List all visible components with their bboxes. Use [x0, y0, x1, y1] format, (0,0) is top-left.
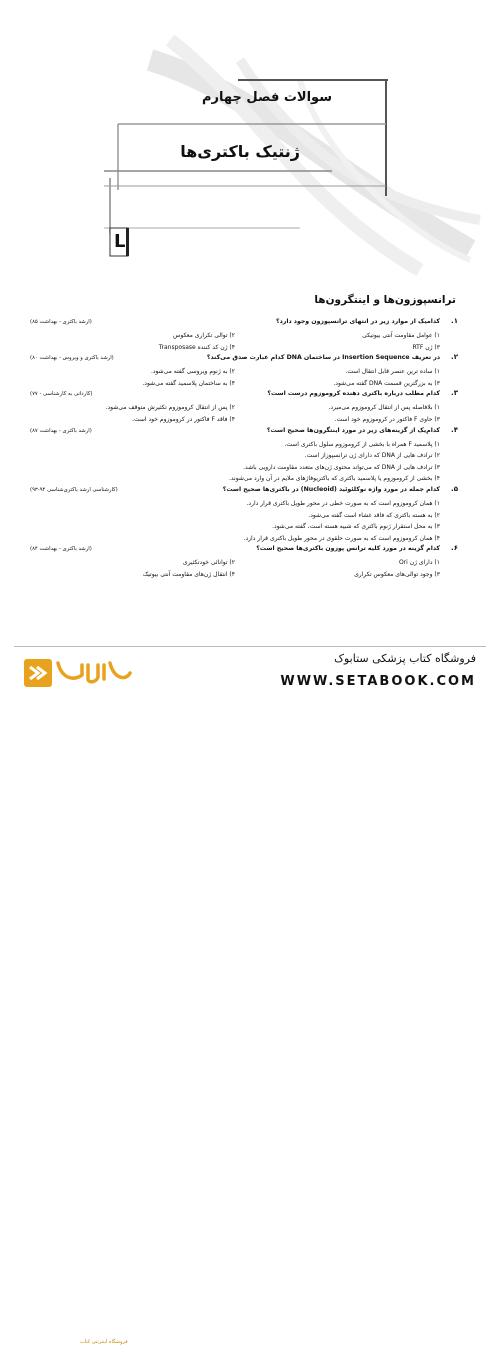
question-number: ۶. [451, 544, 458, 553]
question-text: کدام گزینه در مورد کلیه ترانس پوزون باکتری‌ها صحیح است؟ [256, 545, 440, 553]
question-text: کدامیک از موارد زیر در انتهای ترانسپوزون وجود دارد؟ [276, 318, 440, 325]
question-number: ۲. [451, 353, 458, 362]
question-number: ۳. [451, 389, 458, 398]
answer-option: ۱) عوامل مقاومت آنتی بیوتیکی [362, 332, 440, 339]
answer-option: ۴) ژن کد کننده Transposase [158, 343, 235, 351]
question-text: کدام مطلب درباره باکتری دهنده کروموزوم درست است؟ [267, 390, 440, 398]
chapter-header [0, 0, 500, 280]
question-source: (ارشد باکتری - بهداشت ۸۷) [30, 427, 92, 434]
question-source: (کاردانی به کارشناسی - ۷۷) [30, 391, 93, 398]
question-item [30, 353, 458, 389]
logo-mark-icon [22, 655, 134, 695]
section-title: ترانسپوزون‌ها و اینتگرون‌ها [314, 294, 456, 306]
answer-option: ۳) به بزرگترین قسمت DNA گفته می‌شود. [333, 379, 440, 387]
question-item [30, 544, 458, 580]
answer-option: ۲) به هسته باکتری که فاقد غشاء است گفته می‌شود. [308, 511, 440, 519]
answer-option: ۳) حاوی F فاکتور در کروموزوم خود است. [334, 415, 440, 423]
setabook-logo[interactable] [22, 655, 134, 1345]
answer-option: ۴) همان کروموزوم است که به صورت حلقوی در محور طویل باکتری قرار دارد. [243, 534, 440, 542]
answer-option: ۴) فاقد F فاکتور در کروموزوم خود است. [132, 415, 235, 423]
answer-option: ۱) بلافاصله پس از انتقال کروموزوم می‌میرد. [328, 404, 440, 412]
question-number: ۵. [451, 484, 458, 493]
question-item [30, 426, 458, 485]
question-number: ۴. [451, 425, 458, 434]
answer-option: ۱) پلاسمید F همراه با بخشی از کروموزوم سلول باکتری است. [284, 440, 440, 448]
question-source: (ارشد باکتری و ویروس - بهداشت ۸۰) [30, 355, 114, 362]
store-name: فروشگاه کتاب پزشکی ستابوک [334, 652, 476, 665]
answer-option: ۳) به محل استقرار ژنوم باکتری که شبیه هسته است، گفته می‌شود. [272, 523, 440, 531]
chapter-title: سوالات فصل چهارم [202, 90, 332, 105]
answer-option: ۱) همان کروموزوم است که به صورت خطی در محور طویل باکتری قرار دارد. [246, 499, 440, 507]
question-list [30, 317, 458, 581]
chapter-letter: L [114, 231, 126, 252]
logo-tagline: فروشگاه اینترنتی کتاب [80, 1339, 128, 1345]
answer-option: ۲) توالی تکراری معکوس [173, 332, 235, 339]
footer-divider [14, 646, 486, 647]
answer-option: ۲) پس از انتقال کروموزوم تکثیرش متوقف می‌شود. [105, 404, 235, 412]
subject-title: ژنتیک باکتری‌ها [180, 142, 300, 161]
answer-option: ۲) ترادف هایی از DNA که دارای ژن ترانسپوزاز است. [304, 452, 440, 460]
answer-option: ۴) به ساختمان پلاسمید گفته می‌شود. [142, 379, 235, 387]
question-item [30, 389, 458, 425]
answer-option: ۲) به ژنوم ویروسی گفته می‌شود. [150, 368, 235, 376]
header-decoration [0, 0, 500, 280]
question-text: کدام جمله در مورد واژه نوکلئوئید (Nucleoid) در باکتری‌ها صحیح است؟ [222, 485, 440, 493]
question-number: ۱. [451, 317, 458, 325]
question-text: در تعریف Insertion Sequence در ساختمان DNA کدام عبارت صدق می‌کند؟ [206, 354, 440, 362]
question-source: (ارشد باکتری - بهداشت ۸۵) [30, 319, 92, 325]
question-item [30, 485, 458, 544]
question-item [30, 317, 458, 353]
answer-option: ۴) بخشی از کروموزوم یا پلاسمید باکتری که باکتریوفاژهای ملایم در آن وارد می‌شوند. [229, 475, 440, 483]
question-source: (ارشد باکتری - بهداشت ۸۴) [30, 546, 92, 553]
website-link[interactable]: WWW.SETABOOK.COM [280, 674, 476, 689]
answer-option: ۳) ترادف هایی از DNA که می‌تواند محتوی ژن‌های متعدد مقاومت دارویی باشد. [243, 463, 440, 471]
question-text: کدام‌یک از گزینه‌های زیر در مورد اینتگرون‌ها صحیح است؟ [266, 426, 440, 434]
answer-option: ۳) ژن RTF [412, 343, 440, 351]
question-source: (کارشناسی ارشد باکتری‌شناسی ۹۴-۹۳) [30, 486, 118, 493]
answer-option: ۱) ساده ترین عنصر قابل انتقال است. [345, 368, 440, 376]
answer-option: ۲) توانائی خودتکثیری [182, 559, 235, 567]
answer-option: ۱) دارای ژن Ori [398, 559, 440, 567]
answer-option: ۳) وجود توالی‌های معکوس تکراری [354, 570, 440, 578]
answer-option: ۴) انتقال ژن‌های مقاومت آنتی بیوتیک [142, 570, 235, 578]
